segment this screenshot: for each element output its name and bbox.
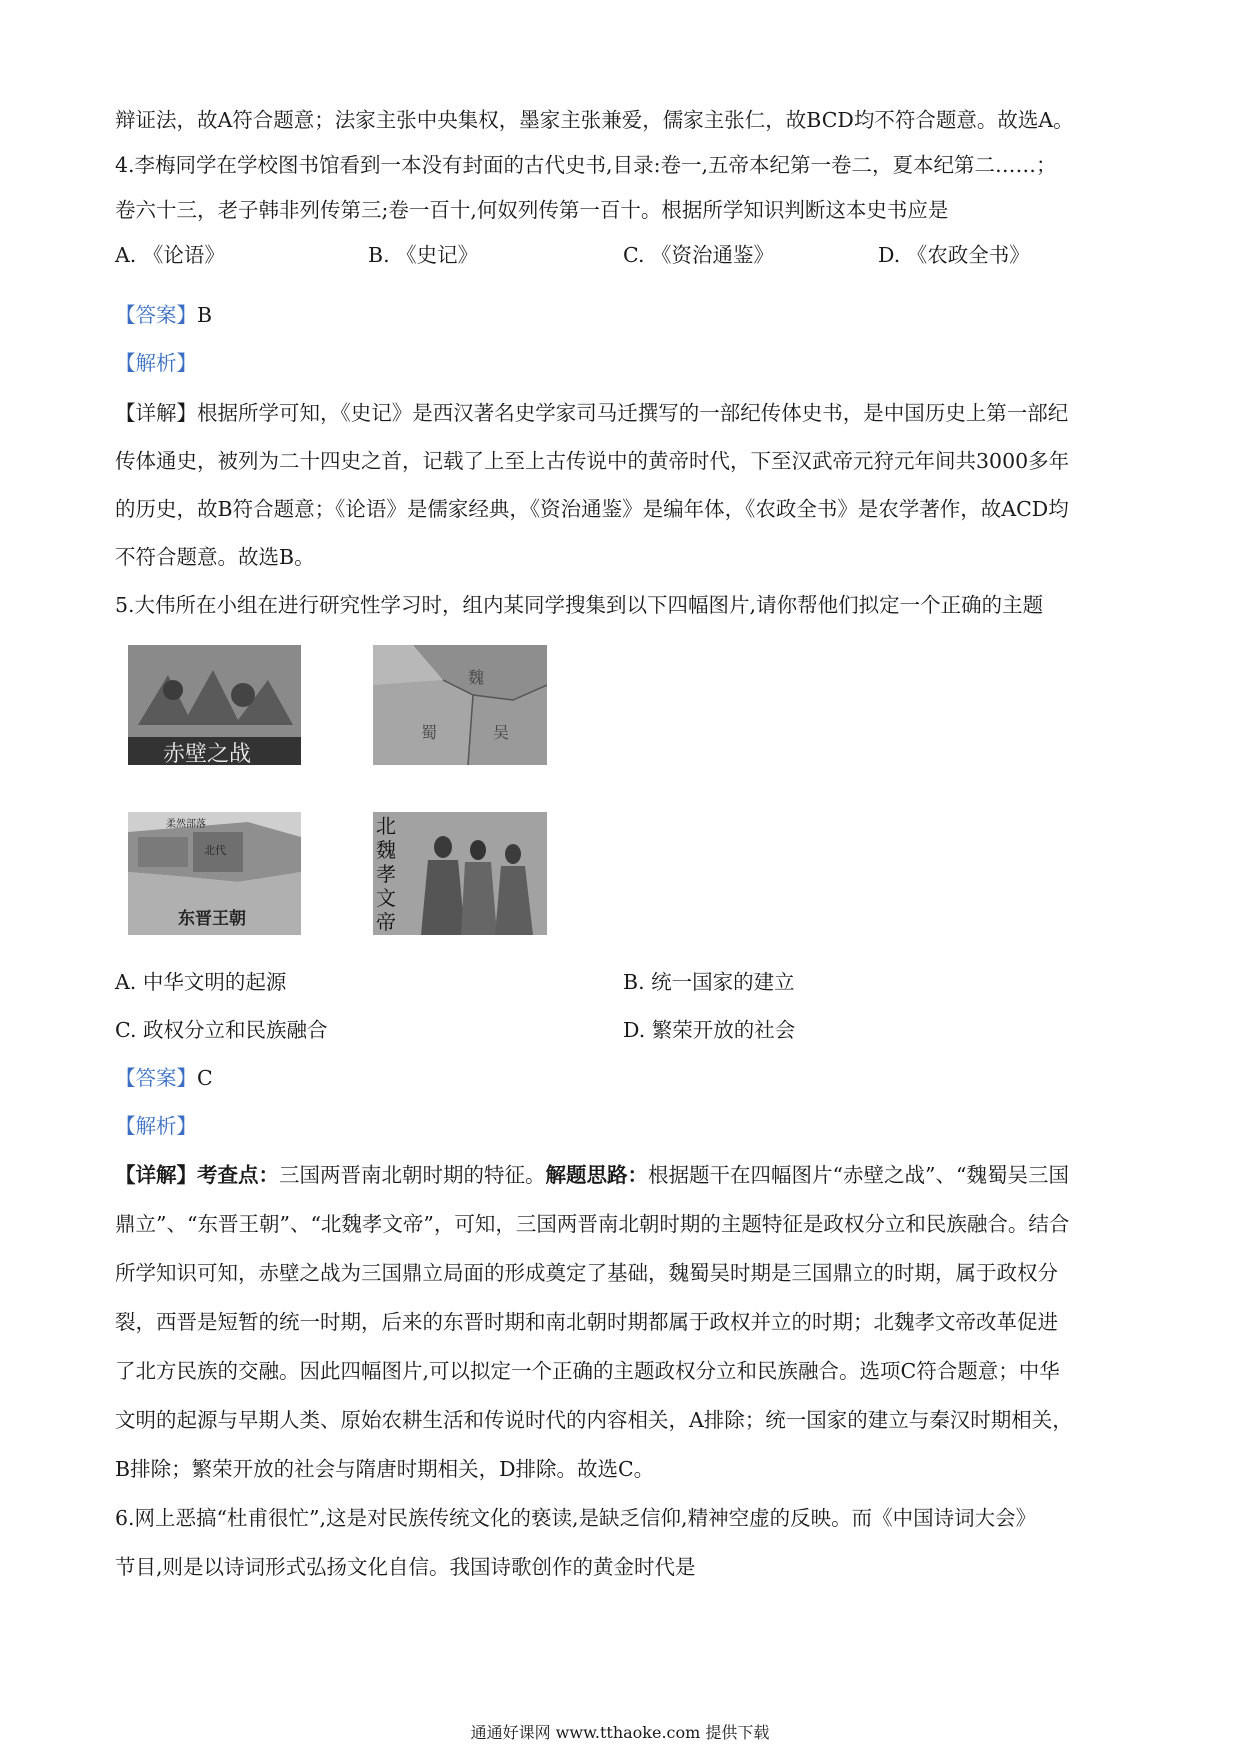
q4-option-b: B. 《史记》 <box>368 243 479 267</box>
image-three-kingdoms-map <box>373 645 547 765</box>
map-label-eastern-jin: 东晋王朝 <box>178 909 246 929</box>
q5-detail: 裂，西晋是短暂的统一时期，后来的东晋时期和南北朝时期都属于政权并立的时期；北魏孝文帝改革促进 <box>115 1310 1058 1334</box>
q5-detail: 文明的起源与早期人类、原始农耕生活和传说时代的内容相关，A排除；统一国家的建立与秦汉时期相关， <box>115 1408 1073 1432</box>
q4-stem: 卷六十三，老子韩非列传第三;卷一百十,何奴列传第一百十。根据所学知识判断这本史书应是 <box>115 198 949 222</box>
detail-text: 根据题干在四幅图片“赤壁之战”、“魏蜀吴三国 <box>648 1163 1069 1187</box>
q5-option-c: C. 政权分立和民族融合 <box>115 1018 328 1042</box>
q4-detail: 的历史，故B符合题意；《论语》是儒家经典，《资治通鉴》是编年体，《农政全书》是农学著作，故ACD均 <box>115 497 1069 521</box>
q4-detail <box>115 398 1068 428</box>
detail-tag: 【详解】 <box>115 401 197 425</box>
map-graphic <box>373 645 547 765</box>
analysis-tag: 【解析】 <box>115 1114 197 1138</box>
q6-stem: 节目,则是以诗词形式弘扬文化自信。我国诗歌创作的黄金时代是 <box>115 1555 696 1579</box>
page-footer: 通通好课网 www.tthaoke.com 提供下载 <box>470 1723 770 1742</box>
q5-detail: B排除；繁荣开放的社会与隋唐时期相关，D排除。故选C。 <box>115 1457 655 1481</box>
answer-value: B <box>197 303 213 327</box>
q5-answer-line <box>115 1063 213 1093</box>
q6-stem: 6.网上恶搞“杜甫很忙”,这是对民族传统文化的亵读,是缺乏信仰,精神空虚的反映。而《中国诗词大会》 <box>115 1506 1037 1530</box>
key-point: 三国两晋南北朝时期的特征。 <box>279 1163 546 1187</box>
map-label-wei: 魏 <box>468 668 485 687</box>
q4-stem: 4.李梅同学在学校图书馆看到一本没有封面的古代史书,目录:卷一,五帝本纪第一卷二，夏本纪第二……； <box>115 153 1057 177</box>
image-eastern-jin-map <box>128 812 301 935</box>
answer-value: C <box>197 1066 213 1090</box>
q5-option-d: D. 繁荣开放的社会 <box>623 1018 796 1042</box>
map-label-rouran: 柔然部落 <box>166 819 206 830</box>
q4-option-a: A. 《论语》 <box>115 243 225 267</box>
analysis-tag: 【解析】 <box>115 351 197 375</box>
q5-option-a: A. 中华文明的起源 <box>115 970 287 994</box>
idea-tag: 解题思路： <box>545 1163 648 1187</box>
image-emperor-xiaowen <box>373 812 547 935</box>
key-point-tag: 考查点： <box>197 1163 279 1187</box>
q5-option-b: B. 统一国家的建立 <box>623 970 795 994</box>
q5-detail: 所学知识可知，赤壁之战为三国鼎立局面的形成奠定了基础，魏蜀吴时期是三国鼎立的时期，属于政权分 <box>115 1261 1058 1285</box>
image-caption-vertical: 北魏孝文帝 <box>376 814 396 934</box>
image-battle-of-chibi <box>128 645 301 765</box>
q4-option-d: D. 《农政全书》 <box>878 243 1030 267</box>
q5-stem: 5.大伟所在小组在进行研究性学习时，组内某同学搜集到以下四幅图片,请你帮他们拟定一个正确的主题 <box>115 593 1044 617</box>
answer-tag: 【答案】 <box>115 1066 197 1090</box>
detail-tag: 【详解】 <box>115 1163 197 1187</box>
map-label-shu: 蜀 <box>421 723 438 742</box>
map-label-beidai: 北代 <box>204 844 226 857</box>
answer-tag: 【答案】 <box>115 303 197 327</box>
image-caption: 赤壁之战 <box>163 742 252 765</box>
q4-detail: 传体通史，被列为二十四史之首，记载了上至上古传说中的黄帝时代，下至汉武帝元狩元年间共3000多年 <box>115 449 1070 473</box>
q5-detail <box>115 1160 1069 1190</box>
detail-text: 根据所学可知，《史记》是西汉著名史学家司马迁撰写的一部纪传体史书，是中国历史上第一部纪 <box>197 401 1069 425</box>
q4-detail: 不符合题意。故选B。 <box>115 545 315 569</box>
map-label-wu: 吴 <box>493 723 510 742</box>
q4-answer-line <box>115 300 212 330</box>
q4-option-c: C. 《资治通鉴》 <box>623 243 774 267</box>
q5-detail: 了北方民族的交融。因此四幅图片,可以拟定一个正确的主题政权分立和民族融合。选项C符合题意；中华 <box>115 1359 1060 1383</box>
text-line: 辩证法，故A符合题意；法家主张中央集权，墨家主张兼爱，儒家主张仁，故BCD均不符合题意。故选A。 <box>115 108 1074 132</box>
q5-detail: 鼎立”、“东晋王朝”、“北魏孝文帝”，可知，三国两晋南北朝时期的主题特征是政权分立和民族融合。结合 <box>115 1212 1070 1236</box>
